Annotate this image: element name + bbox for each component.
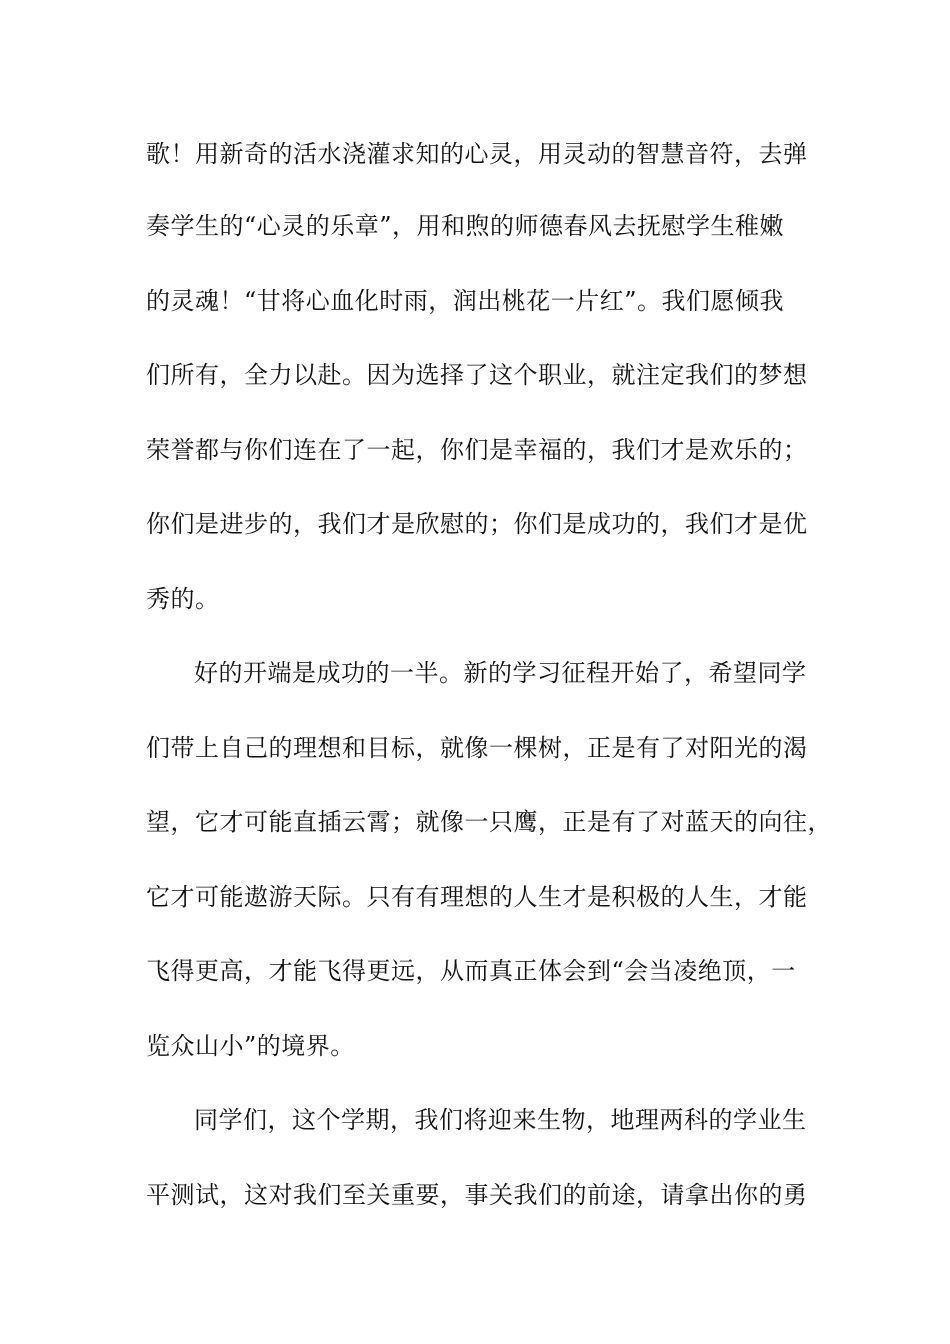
text-line: 秀的。 bbox=[146, 585, 220, 613]
text-line: 们带上自己的理想和目标，就像一棵树，正是有了对阳光的渴 bbox=[146, 734, 808, 762]
text-line: 平测试，这对我们至关重要，事关我们的前途，请拿出你的勇 bbox=[146, 1181, 808, 1209]
text-line: 奏学生的“心灵的乐章”，用和煦的师德春风去抚慰学生稚嫩 bbox=[146, 212, 785, 240]
text-line: 它才可能遨游天际。只有有理想的人生才是积极的人生，才能 bbox=[146, 883, 808, 911]
text-line: 览众山小”的境界。 bbox=[146, 1032, 355, 1060]
text-line: 荣誉都与你们连在了一起，你们是幸福的，我们才是欢乐的； bbox=[146, 436, 808, 464]
text-line: 歌！用新奇的活水浇灌求知的心灵，用灵动的智慧音符，去弹 bbox=[146, 140, 808, 168]
paragraph-first-line: 好的开端是成功的一半。新的学习征程开始了，希望同学 bbox=[194, 659, 807, 687]
text-line: 飞得更高，才能飞得更远，从而真正体会到“会当凌绝顶，一 bbox=[146, 957, 796, 985]
text-line: 你们是进步的，我们才是欣慰的；你们是成功的，我们才是优 bbox=[146, 510, 808, 538]
text-line: 的灵魂！“甘将心血化时雨，润出桃花一片红”。我们愿倾我 bbox=[146, 287, 785, 315]
text-line: 望，它才可能直插云霄；就像一只鹰，正是有了对蓝天的向往， bbox=[146, 808, 832, 836]
paragraph-first-line: 同学们，这个学期，我们将迎来生物，地理两科的学业生 bbox=[194, 1106, 807, 1134]
text-line: 们所有，全力以赴。因为选择了这个职业，就注定我们的梦想 bbox=[146, 361, 808, 389]
